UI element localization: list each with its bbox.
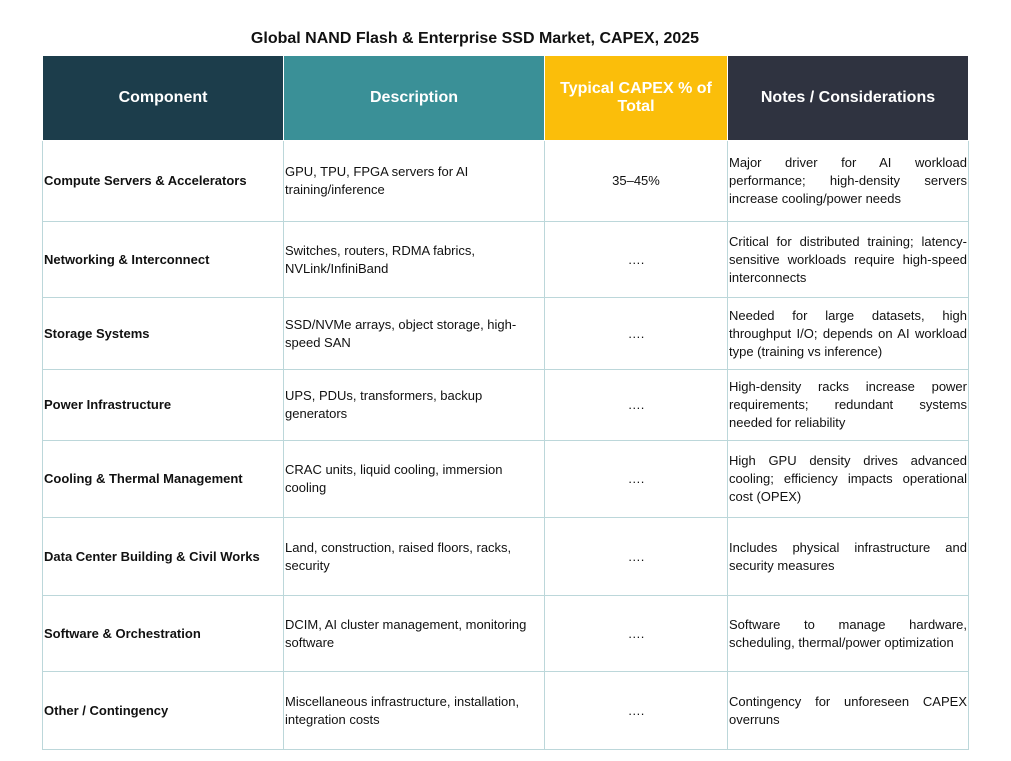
cell-capex: …. (545, 596, 728, 672)
cell-notes: High GPU density drives advanced cooling; efficiency impacts operational cost (OPEX) (728, 441, 969, 518)
cell-component: Storage Systems (43, 298, 284, 370)
cell-component: Compute Servers & Accelerators (43, 141, 284, 222)
cell-capex: …. (545, 370, 728, 441)
table-row (43, 370, 969, 441)
table-row (43, 672, 969, 750)
table-row (43, 222, 969, 298)
cell-description: SSD/NVMe arrays, object storage, high-speed SAN (284, 298, 545, 370)
table-row (43, 441, 969, 518)
cell-description: UPS, PDUs, transformers, backup generators (284, 370, 545, 441)
cell-component: Software & Orchestration (43, 596, 284, 672)
cell-component: Data Center Building & Civil Works (43, 518, 284, 596)
header-capex-percent: Typical CAPEX % of Total (545, 56, 728, 141)
cell-notes: Major driver for AI workload performance; high-density servers increase cooling/power needs (728, 141, 969, 222)
table-row (43, 596, 969, 672)
cell-description: Land, construction, raised floors, racks, security (284, 518, 545, 596)
table-row (43, 298, 969, 370)
header-description: Description (284, 56, 545, 141)
cell-description: Miscellaneous infrastructure, installation, integration costs (284, 672, 545, 750)
table-row (43, 141, 969, 222)
table-header-row (43, 56, 969, 141)
header-component: Component (43, 56, 284, 141)
header-notes: Notes / Considerations (728, 56, 969, 141)
page-title: Global NAND Flash & Enterprise SSD Market, CAPEX, 2025 (250, 30, 700, 47)
cell-notes: High-density racks increase power requirements; redundant systems needed for reliability (728, 370, 969, 441)
cell-component: Networking & Interconnect (43, 222, 284, 298)
cell-notes: Needed for large datasets, high throughput I/O; depends on AI workload type (training vs inference) (728, 298, 969, 370)
cell-description: DCIM, AI cluster management, monitoring software (284, 596, 545, 672)
cell-notes: Software to manage hardware, scheduling, thermal/power optimization (728, 596, 969, 672)
cell-capex: …. (545, 518, 728, 596)
cell-description: GPU, TPU, FPGA servers for AI training/inference (284, 141, 545, 222)
cell-component: Power Infrastructure (43, 370, 284, 441)
cell-notes: Contingency for unforeseen CAPEX overruns (728, 672, 969, 750)
cell-component: Other / Contingency (43, 672, 284, 750)
table-row (43, 518, 969, 596)
cell-description: CRAC units, liquid cooling, immersion cooling (284, 441, 545, 518)
cell-notes: Includes physical infrastructure and security measures (728, 518, 969, 596)
cell-capex: …. (545, 222, 728, 298)
cell-capex: …. (545, 672, 728, 750)
cell-description: Switches, routers, RDMA fabrics, NVLink/InfiniBand (284, 222, 545, 298)
cell-capex: …. (545, 441, 728, 518)
cell-notes: Critical for distributed training; latency-sensitive workloads require high-speed interconnects (728, 222, 969, 298)
cell-capex: 35–45% (545, 141, 728, 222)
cell-capex: …. (545, 298, 728, 370)
capex-table (42, 55, 969, 750)
cell-component: Cooling & Thermal Management (43, 441, 284, 518)
